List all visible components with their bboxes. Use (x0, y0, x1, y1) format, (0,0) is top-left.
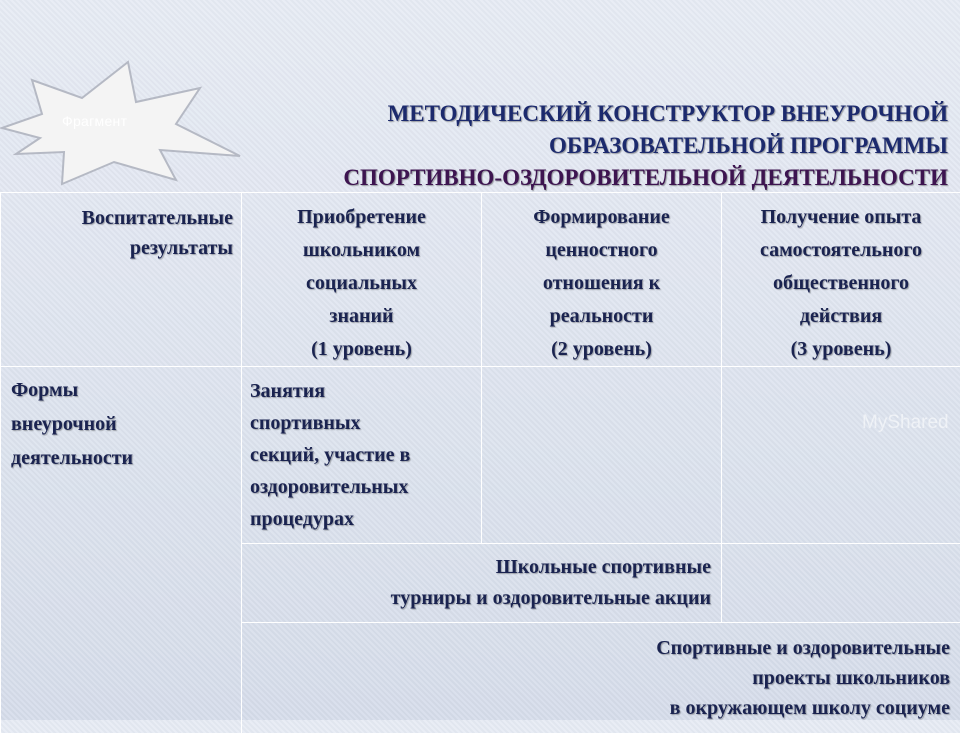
empty-cell (722, 367, 960, 544)
level-2-header-line: реальности (488, 300, 715, 333)
constructor-table (0, 192, 960, 734)
forms-label-cell (1, 367, 242, 734)
level-3-header-line: общественного (728, 267, 954, 300)
level-1-header-line: Приобретение (248, 201, 475, 234)
activity-line: Занятия (250, 375, 473, 407)
title-line-1: МЕТОДИЧЕСКИЙ КОНСТРУКТОР ВНЕУРОЧНОЙ (248, 98, 948, 130)
level-2-header-line: Формирование (488, 201, 715, 234)
level-1-header-line: знаний (248, 300, 475, 333)
level-3-activity-cell (242, 623, 960, 734)
fragment-label: Фрагмент (62, 113, 162, 129)
forms-label-line: Формы (11, 373, 231, 407)
level-3-header-line: (3 уровень) (728, 333, 954, 366)
title-line-3: СПОРТИВНО-ОЗДОРОВИТЕЛЬНОЙ ДЕЯТЕЛЬНОСТИ (248, 162, 948, 194)
activity-line: оздоровительных (250, 471, 473, 503)
activity-line: в окружающем школу социуме (252, 693, 950, 723)
level-3-header (722, 193, 960, 367)
title-line-2: ОБРАЗОВАТЕЛЬНОЙ ПРОГРАММЫ (248, 130, 948, 162)
results-header-cell (1, 193, 242, 367)
level-1-header (242, 193, 482, 367)
activity-line: проекты школьников (252, 663, 950, 693)
page-title (248, 98, 948, 194)
watermark: MyShared (862, 412, 942, 434)
activity-line: процедурах (250, 503, 473, 535)
activity-line: Школьные спортивные (252, 552, 711, 583)
table-row (1, 367, 960, 544)
level-3-header-line: самостоятельного (728, 234, 954, 267)
results-header-line: результаты (11, 233, 233, 263)
activity-line: спортивных (250, 407, 473, 439)
level-2-header-line: ценностного (488, 234, 715, 267)
level-3-header-line: Получение опыта (728, 201, 954, 234)
forms-label-line: деятельности (11, 441, 231, 475)
activity-line: турниры и оздоровительные акции (252, 583, 711, 614)
level-2-header-line: (2 уровень) (488, 333, 715, 366)
table-header-row (1, 193, 960, 367)
level-3-header-line: действия (728, 300, 954, 333)
level-2-header-line: отношения к (488, 267, 715, 300)
activity-line: Спортивные и оздоровительные (252, 633, 950, 663)
activity-line: секций, участие в (250, 439, 473, 471)
empty-cell (722, 544, 960, 623)
results-header-line: Воспитательные (11, 203, 233, 233)
level-1-header-line: школьником (248, 234, 475, 267)
level-1-activity-cell (242, 367, 482, 544)
empty-cell (482, 367, 722, 544)
level-2-activity-cell (242, 544, 722, 623)
level-2-header (482, 193, 722, 367)
level-1-header-line: социальных (248, 267, 475, 300)
forms-label-line: внеурочной (11, 407, 231, 441)
level-1-header-line: (1 уровень) (248, 333, 475, 366)
